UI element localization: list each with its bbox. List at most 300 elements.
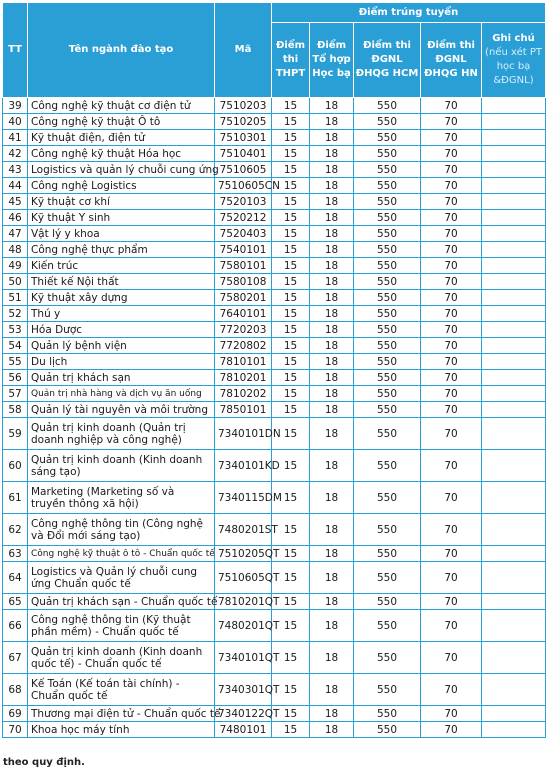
program-code: 7340101DN xyxy=(215,418,272,450)
score-dgnl-hn: 70 xyxy=(421,674,482,706)
score-dgnl-hn: 70 xyxy=(421,226,482,242)
table-row xyxy=(3,562,546,594)
score-thpt: 15 xyxy=(272,98,310,114)
table-row xyxy=(3,210,546,226)
header-tt: TT xyxy=(3,3,28,98)
row-number: 48 xyxy=(3,242,28,258)
table-row xyxy=(3,306,546,322)
table-row xyxy=(3,418,546,450)
score-hocba: 18 xyxy=(310,450,354,482)
program-code: 7510401 xyxy=(215,146,272,162)
program-code: 7810101 xyxy=(215,354,272,370)
row-number: 47 xyxy=(3,226,28,242)
table-row xyxy=(3,514,546,546)
program-code: 7510605QT xyxy=(215,562,272,594)
program-name: Vật lý y khoa xyxy=(28,226,215,242)
note-cell xyxy=(482,642,546,674)
score-dgnl-hcm: 550 xyxy=(354,306,421,322)
program-name: Quản trị nhà hàng và dịch vụ ăn uống xyxy=(28,386,215,402)
score-thpt: 15 xyxy=(272,178,310,194)
table-row xyxy=(3,706,546,722)
note-cell xyxy=(482,210,546,226)
score-dgnl-hcm: 550 xyxy=(354,546,421,562)
score-thpt: 15 xyxy=(272,338,310,354)
row-number: 59 xyxy=(3,418,28,450)
score-dgnl-hcm: 550 xyxy=(354,386,421,402)
score-dgnl-hn: 70 xyxy=(421,482,482,514)
note-cell xyxy=(482,162,546,178)
program-code: 7720203 xyxy=(215,322,272,338)
score-thpt: 15 xyxy=(272,642,310,674)
score-dgnl-hn: 70 xyxy=(421,546,482,562)
score-hocba: 18 xyxy=(310,210,354,226)
row-number: 54 xyxy=(3,338,28,354)
score-dgnl-hn: 70 xyxy=(421,258,482,274)
score-hocba: 18 xyxy=(310,146,354,162)
score-dgnl-hcm: 550 xyxy=(354,514,421,546)
score-thpt: 15 xyxy=(272,146,310,162)
note-cell xyxy=(482,242,546,258)
score-thpt: 15 xyxy=(272,162,310,178)
score-hocba: 18 xyxy=(310,642,354,674)
score-dgnl-hcm: 550 xyxy=(354,274,421,290)
score-hocba: 18 xyxy=(310,674,354,706)
table-row xyxy=(3,162,546,178)
program-name: Logistics và quản lý chuỗi cung ứng xyxy=(28,162,215,178)
score-dgnl-hn: 70 xyxy=(421,610,482,642)
program-name: Công nghệ thông tin (Công nghệ và Đổi mới sáng tạo) xyxy=(28,514,215,546)
program-name: Quản trị khách sạn - Chuẩn quốc tế xyxy=(28,594,215,610)
note-cell xyxy=(482,130,546,146)
score-dgnl-hn: 70 xyxy=(421,594,482,610)
note-cell xyxy=(482,274,546,290)
table-row xyxy=(3,402,546,418)
program-name: Khoa học máy tính xyxy=(28,722,215,738)
header-name: Tên ngành đào tạo xyxy=(28,3,215,98)
program-name: Quản trị kinh doanh (Kinh doanh quốc tế) - Chuẩn quốc tế xyxy=(28,642,215,674)
program-code: 7640101 xyxy=(215,306,272,322)
table-row xyxy=(3,226,546,242)
score-thpt: 15 xyxy=(272,210,310,226)
row-number: 44 xyxy=(3,178,28,194)
score-dgnl-hcm: 550 xyxy=(354,354,421,370)
row-number: 61 xyxy=(3,482,28,514)
score-dgnl-hn: 70 xyxy=(421,290,482,306)
note-cell xyxy=(482,306,546,322)
score-thpt: 15 xyxy=(272,386,310,402)
score-hocba: 18 xyxy=(310,162,354,178)
score-dgnl-hcm: 550 xyxy=(354,482,421,514)
note-cell xyxy=(482,370,546,386)
score-dgnl-hn: 70 xyxy=(421,210,482,226)
score-hocba: 18 xyxy=(310,706,354,722)
note-cell xyxy=(482,514,546,546)
score-hocba: 18 xyxy=(310,306,354,322)
score-hocba: 18 xyxy=(310,274,354,290)
score-dgnl-hcm: 550 xyxy=(354,210,421,226)
row-number: 49 xyxy=(3,258,28,274)
program-name: Công nghệ kỹ thuật cơ điện tử xyxy=(28,98,215,114)
score-thpt: 15 xyxy=(272,370,310,386)
score-hocba: 18 xyxy=(310,178,354,194)
score-dgnl-hcm: 550 xyxy=(354,722,421,738)
admission-table xyxy=(2,2,546,738)
score-dgnl-hcm: 550 xyxy=(354,338,421,354)
program-name: Công nghệ Logistics xyxy=(28,178,215,194)
program-code: 7520212 xyxy=(215,210,272,226)
score-dgnl-hn: 70 xyxy=(421,306,482,322)
score-hocba: 18 xyxy=(310,546,354,562)
table-row xyxy=(3,178,546,194)
note-cell xyxy=(482,322,546,338)
program-name: Thương mại điện tử - Chuẩn quốc tế xyxy=(28,706,215,722)
row-number: 67 xyxy=(3,642,28,674)
score-hocba: 18 xyxy=(310,418,354,450)
score-hocba: 18 xyxy=(310,322,354,338)
score-thpt: 15 xyxy=(272,322,310,338)
score-dgnl-hn: 70 xyxy=(421,722,482,738)
program-code: 7510301 xyxy=(215,130,272,146)
score-hocba: 18 xyxy=(310,386,354,402)
header-score-group: Điểm trúng tuyển xyxy=(272,3,546,23)
score-dgnl-hn: 70 xyxy=(421,322,482,338)
program-code: 7340122QT xyxy=(215,706,272,722)
score-dgnl-hcm: 550 xyxy=(354,162,421,178)
note-cell xyxy=(482,722,546,738)
header-hocba: Điểm Tổ hợp Học bạ xyxy=(310,23,354,98)
score-hocba: 18 xyxy=(310,194,354,210)
program-name: Công nghệ thông tin (Kỹ thuật phần mềm) - Chuẩn quốc tế xyxy=(28,610,215,642)
program-name: Kỹ thuật Y sinh xyxy=(28,210,215,226)
table-row xyxy=(3,114,546,130)
score-dgnl-hn: 70 xyxy=(421,562,482,594)
row-number: 66 xyxy=(3,610,28,642)
program-code: 7580101 xyxy=(215,258,272,274)
note-cell xyxy=(482,98,546,114)
row-number: 70 xyxy=(3,722,28,738)
score-dgnl-hcm: 550 xyxy=(354,98,421,114)
row-number: 57 xyxy=(3,386,28,402)
program-code: 7510203 xyxy=(215,98,272,114)
table-row xyxy=(3,194,546,210)
score-thpt: 15 xyxy=(272,674,310,706)
note-cell xyxy=(482,194,546,210)
score-dgnl-hcm: 550 xyxy=(354,258,421,274)
score-dgnl-hcm: 550 xyxy=(354,594,421,610)
note-cell xyxy=(482,594,546,610)
score-hocba: 18 xyxy=(310,594,354,610)
table-row xyxy=(3,674,546,706)
score-dgnl-hcm: 550 xyxy=(354,290,421,306)
score-dgnl-hn: 70 xyxy=(421,386,482,402)
row-number: 69 xyxy=(3,706,28,722)
score-thpt: 15 xyxy=(272,258,310,274)
score-thpt: 15 xyxy=(272,194,310,210)
score-dgnl-hn: 70 xyxy=(421,242,482,258)
table-row xyxy=(3,370,546,386)
score-dgnl-hn: 70 xyxy=(421,354,482,370)
score-dgnl-hn: 70 xyxy=(421,114,482,130)
score-hocba: 18 xyxy=(310,242,354,258)
score-dgnl-hn: 70 xyxy=(421,450,482,482)
row-number: 52 xyxy=(3,306,28,322)
note-cell xyxy=(482,354,546,370)
row-number: 63 xyxy=(3,546,28,562)
score-dgnl-hcm: 550 xyxy=(354,178,421,194)
table-row xyxy=(3,130,546,146)
program-code: 7850101 xyxy=(215,402,272,418)
note-cell xyxy=(482,610,546,642)
row-number: 50 xyxy=(3,274,28,290)
score-hocba: 18 xyxy=(310,338,354,354)
note-cell xyxy=(482,114,546,130)
score-thpt: 15 xyxy=(272,242,310,258)
note-cell xyxy=(482,706,546,722)
score-dgnl-hcm: 550 xyxy=(354,242,421,258)
note-cell xyxy=(482,418,546,450)
program-code: 7480201ST xyxy=(215,514,272,546)
table-row xyxy=(3,722,546,738)
note-cell xyxy=(482,290,546,306)
score-hocba: 18 xyxy=(310,354,354,370)
table-row xyxy=(3,274,546,290)
score-dgnl-hn: 70 xyxy=(421,194,482,210)
program-name: Công nghệ kỹ thuật Hóa học xyxy=(28,146,215,162)
score-dgnl-hcm: 550 xyxy=(354,418,421,450)
table-row xyxy=(3,610,546,642)
header-code: Mã xyxy=(215,3,272,98)
header-hcm: Điểm thi ĐGNL ĐHQG HCM xyxy=(354,23,421,98)
row-number: 53 xyxy=(3,322,28,338)
program-name: Quản trị khách sạn xyxy=(28,370,215,386)
header-note-title: Ghi chú xyxy=(492,33,535,44)
score-thpt: 15 xyxy=(272,354,310,370)
score-hocba: 18 xyxy=(310,290,354,306)
table-row xyxy=(3,242,546,258)
note-cell xyxy=(482,146,546,162)
score-hocba: 18 xyxy=(310,482,354,514)
score-dgnl-hcm: 550 xyxy=(354,402,421,418)
program-code: 7340101QT xyxy=(215,642,272,674)
table-row xyxy=(3,594,546,610)
program-name: Công nghệ thực phẩm xyxy=(28,242,215,258)
table-row xyxy=(3,338,546,354)
table-row xyxy=(3,546,546,562)
score-hocba: 18 xyxy=(310,402,354,418)
score-dgnl-hcm: 550 xyxy=(354,642,421,674)
note-cell xyxy=(482,562,546,594)
program-name: Thiết kế Nội thất xyxy=(28,274,215,290)
score-dgnl-hn: 70 xyxy=(421,370,482,386)
note-cell xyxy=(482,226,546,242)
row-number: 41 xyxy=(3,130,28,146)
score-thpt: 15 xyxy=(272,226,310,242)
table-row xyxy=(3,642,546,674)
note-cell xyxy=(482,338,546,354)
program-code: 7810201 xyxy=(215,370,272,386)
program-name: Quản lý bệnh viện xyxy=(28,338,215,354)
score-hocba: 18 xyxy=(310,114,354,130)
score-thpt: 15 xyxy=(272,610,310,642)
header-thpt: Điểm thi THPT xyxy=(272,23,310,98)
score-dgnl-hcm: 550 xyxy=(354,562,421,594)
score-thpt: 15 xyxy=(272,290,310,306)
score-dgnl-hn: 70 xyxy=(421,514,482,546)
table-header xyxy=(3,3,546,98)
score-thpt: 15 xyxy=(272,594,310,610)
score-dgnl-hcm: 550 xyxy=(354,146,421,162)
table-row xyxy=(3,354,546,370)
score-thpt: 15 xyxy=(272,722,310,738)
program-name: Logistics và Quản lý chuỗi cung ứng Chuẩn quốc tế xyxy=(28,562,215,594)
score-hocba: 18 xyxy=(310,722,354,738)
header-note xyxy=(482,23,546,98)
program-name: Kỹ thuật điện, điện tử xyxy=(28,130,215,146)
note-cell xyxy=(482,258,546,274)
score-dgnl-hcm: 550 xyxy=(354,370,421,386)
table-row xyxy=(3,482,546,514)
program-code: 7510205QT xyxy=(215,546,272,562)
row-number: 68 xyxy=(3,674,28,706)
program-name: Marketing (Marketing số và truyền thông xã hội) xyxy=(28,482,215,514)
score-thpt: 15 xyxy=(272,130,310,146)
score-thpt: 15 xyxy=(272,114,310,130)
row-number: 55 xyxy=(3,354,28,370)
note-cell xyxy=(482,178,546,194)
program-name: Quản lý tài nguyên và môi trường xyxy=(28,402,215,418)
note-cell xyxy=(482,674,546,706)
note-cell xyxy=(482,546,546,562)
program-code: 7520103 xyxy=(215,194,272,210)
row-number: 39 xyxy=(3,98,28,114)
score-dgnl-hn: 70 xyxy=(421,178,482,194)
score-hocba: 18 xyxy=(310,258,354,274)
program-code: 7340101KD xyxy=(215,450,272,482)
table-row xyxy=(3,322,546,338)
score-dgnl-hcm: 550 xyxy=(354,610,421,642)
score-thpt: 15 xyxy=(272,306,310,322)
program-name: Công nghệ kỹ thuật Ô tô xyxy=(28,114,215,130)
row-number: 43 xyxy=(3,162,28,178)
program-name: Kiến trúc xyxy=(28,258,215,274)
score-thpt: 15 xyxy=(272,418,310,450)
row-number: 45 xyxy=(3,194,28,210)
score-thpt: 15 xyxy=(272,546,310,562)
row-number: 56 xyxy=(3,370,28,386)
program-name: Kỹ thuật xây dựng xyxy=(28,290,215,306)
score-dgnl-hcm: 550 xyxy=(354,450,421,482)
score-thpt: 15 xyxy=(272,402,310,418)
program-code: 7480201QT xyxy=(215,610,272,642)
table-row xyxy=(3,386,546,402)
program-code: 7720802 xyxy=(215,338,272,354)
score-dgnl-hcm: 550 xyxy=(354,226,421,242)
table-row xyxy=(3,146,546,162)
row-number: 40 xyxy=(3,114,28,130)
row-number: 65 xyxy=(3,594,28,610)
score-dgnl-hn: 70 xyxy=(421,146,482,162)
program-code: 7340115DM xyxy=(215,482,272,514)
program-code: 7810201QT xyxy=(215,594,272,610)
note-cell xyxy=(482,386,546,402)
note-cell xyxy=(482,450,546,482)
header-hn: Điểm thi ĐGNL ĐHQG HN xyxy=(421,23,482,98)
score-thpt: 15 xyxy=(272,450,310,482)
row-number: 60 xyxy=(3,450,28,482)
score-dgnl-hn: 70 xyxy=(421,642,482,674)
score-dgnl-hn: 70 xyxy=(421,162,482,178)
program-name: Du lịch xyxy=(28,354,215,370)
program-name: Hóa Dược xyxy=(28,322,215,338)
score-dgnl-hn: 70 xyxy=(421,130,482,146)
score-hocba: 18 xyxy=(310,130,354,146)
table-row xyxy=(3,98,546,114)
score-thpt: 15 xyxy=(272,706,310,722)
score-dgnl-hcm: 550 xyxy=(354,706,421,722)
row-number: 46 xyxy=(3,210,28,226)
score-dgnl-hn: 70 xyxy=(421,274,482,290)
row-number: 64 xyxy=(3,562,28,594)
table-row xyxy=(3,258,546,274)
program-code: 7340301QT xyxy=(215,674,272,706)
score-dgnl-hn: 70 xyxy=(421,98,482,114)
table-body xyxy=(3,98,546,738)
score-dgnl-hcm: 550 xyxy=(354,130,421,146)
score-dgnl-hcm: 550 xyxy=(354,114,421,130)
program-name: Kỹ thuật cơ khí xyxy=(28,194,215,210)
program-name: Công nghệ kỹ thuật ô tô - Chuẩn quốc tế xyxy=(28,546,215,562)
score-hocba: 18 xyxy=(310,610,354,642)
program-name: Thú y xyxy=(28,306,215,322)
score-thpt: 15 xyxy=(272,562,310,594)
note-cell xyxy=(482,402,546,418)
program-code: 7810202 xyxy=(215,386,272,402)
program-code: 7540101 xyxy=(215,242,272,258)
score-hocba: 18 xyxy=(310,98,354,114)
score-dgnl-hcm: 550 xyxy=(354,674,421,706)
score-thpt: 15 xyxy=(272,514,310,546)
score-dgnl-hcm: 550 xyxy=(354,194,421,210)
score-dgnl-hcm: 550 xyxy=(354,322,421,338)
score-thpt: 15 xyxy=(272,482,310,514)
row-number: 62 xyxy=(3,514,28,546)
program-name: Kế Toán (Kế toán tài chính) - Chuẩn quốc tế xyxy=(28,674,215,706)
row-number: 51 xyxy=(3,290,28,306)
row-number: 42 xyxy=(3,146,28,162)
program-code: 7480101 xyxy=(215,722,272,738)
score-dgnl-hn: 70 xyxy=(421,706,482,722)
program-name: Quản trị kinh doanh (Kinh doanh sáng tạo) xyxy=(28,450,215,482)
program-name: Quản trị kinh doanh (Quản trị doanh nghiệp và công nghệ) xyxy=(28,418,215,450)
header-note-sub: (nếu xét PT học bạ &ĐGNL) xyxy=(485,47,542,86)
table-row xyxy=(3,290,546,306)
score-hocba: 18 xyxy=(310,226,354,242)
program-code: 7510605 xyxy=(215,162,272,178)
score-dgnl-hn: 70 xyxy=(421,402,482,418)
row-number: 58 xyxy=(3,402,28,418)
score-hocba: 18 xyxy=(310,370,354,386)
footer-text: theo quy định. xyxy=(3,757,85,768)
note-cell xyxy=(482,482,546,514)
program-code: 7580108 xyxy=(215,274,272,290)
score-hocba: 18 xyxy=(310,514,354,546)
program-code: 7510205 xyxy=(215,114,272,130)
score-dgnl-hn: 70 xyxy=(421,418,482,450)
score-thpt: 15 xyxy=(272,274,310,290)
program-code: 7580201 xyxy=(215,290,272,306)
table-row xyxy=(3,450,546,482)
program-code: 7510605CN xyxy=(215,178,272,194)
